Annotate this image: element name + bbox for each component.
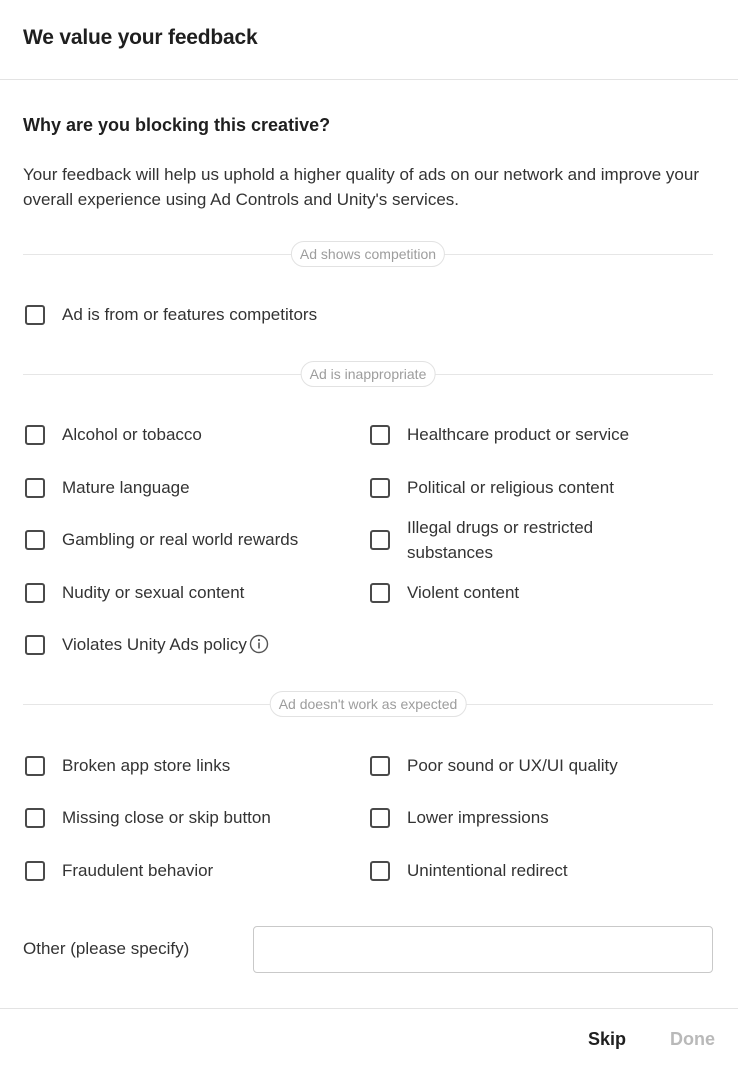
option-label: Gambling or real world rewards xyxy=(62,530,299,549)
checkbox[interactable] xyxy=(370,756,390,776)
option-label: Mature language xyxy=(62,478,190,497)
option-fraudulent[interactable] xyxy=(25,858,213,883)
skip-button[interactable]: Skip xyxy=(587,1029,626,1049)
other-input[interactable] xyxy=(253,926,713,973)
option-label: Lower impressions xyxy=(407,808,549,827)
checkbox[interactable] xyxy=(370,861,390,881)
option-label: Healthcare product or service xyxy=(407,425,630,444)
option-competitors[interactable] xyxy=(25,302,317,327)
checkbox[interactable] xyxy=(370,583,390,603)
option-label: Violent content xyxy=(407,583,520,602)
checkbox[interactable] xyxy=(25,478,45,498)
option-lower-impressions[interactable] xyxy=(370,805,549,830)
checkbox[interactable] xyxy=(25,530,45,550)
option-illegal-drugs[interactable] xyxy=(370,515,647,565)
option-policy-violation[interactable] xyxy=(25,632,269,657)
checkbox[interactable] xyxy=(25,305,45,325)
checkbox[interactable] xyxy=(370,530,390,550)
option-label: Illegal drugs or restricted substances xyxy=(407,518,594,562)
option-label: Fraudulent behavior xyxy=(62,861,214,880)
option-label: Political or religious content xyxy=(407,478,614,497)
section-label-inappropriate: Ad is inappropriate xyxy=(301,361,436,387)
description-text: Your feedback will help us uphold a higher quality of ads on our network and improve your overall experience using Ad Controls and Unity's services. xyxy=(23,165,700,209)
option-label: Unintentional redirect xyxy=(407,861,568,880)
info-icon[interactable] xyxy=(249,634,269,654)
checkbox[interactable] xyxy=(25,425,45,445)
option-nudity[interactable] xyxy=(25,580,244,605)
option-label: Missing close or skip button xyxy=(62,808,271,827)
option-label: Poor sound or UX/UI quality xyxy=(407,756,618,775)
option-violent[interactable] xyxy=(370,580,519,605)
checkbox[interactable] xyxy=(25,583,45,603)
option-redirect[interactable] xyxy=(370,858,568,883)
checkbox[interactable] xyxy=(370,478,390,498)
option-alcohol-tobacco[interactable] xyxy=(25,422,202,447)
checkbox[interactable] xyxy=(25,861,45,881)
option-label: Alcohol or tobacco xyxy=(62,425,202,444)
section-divider-inappropriate xyxy=(23,361,713,387)
section-label-competition: Ad shows competition xyxy=(291,241,445,267)
checkbox[interactable] xyxy=(25,635,45,655)
option-political-religious[interactable] xyxy=(370,475,614,500)
dialog-title: We value your feedback xyxy=(23,26,258,49)
option-label: Ad is from or features competitors xyxy=(62,305,318,324)
checkbox[interactable] xyxy=(25,808,45,828)
option-gambling[interactable] xyxy=(25,527,298,552)
section-divider-not-working xyxy=(23,691,713,717)
option-broken-links[interactable] xyxy=(25,753,230,778)
option-label: Nudity or sexual content xyxy=(62,583,245,602)
checkbox[interactable] xyxy=(370,808,390,828)
option-label xyxy=(62,632,269,657)
option-poor-quality[interactable] xyxy=(370,753,618,778)
option-text: Violates Unity Ads policy xyxy=(62,635,247,654)
question-heading: Why are you blocking this creative? xyxy=(23,115,331,135)
section-divider-competition xyxy=(23,241,713,267)
checkbox[interactable] xyxy=(370,425,390,445)
option-healthcare[interactable] xyxy=(370,422,629,447)
dialog-header xyxy=(0,0,738,80)
dialog-footer xyxy=(0,1008,738,1067)
done-button[interactable]: Done xyxy=(670,1029,715,1049)
checkbox[interactable] xyxy=(25,756,45,776)
option-mature-language[interactable] xyxy=(25,475,190,500)
option-label: Broken app store links xyxy=(62,756,231,775)
option-missing-close[interactable] xyxy=(25,805,271,830)
other-label: Other (please specify) xyxy=(23,939,190,958)
section-label-not-working: Ad doesn't work as expected xyxy=(270,691,467,717)
